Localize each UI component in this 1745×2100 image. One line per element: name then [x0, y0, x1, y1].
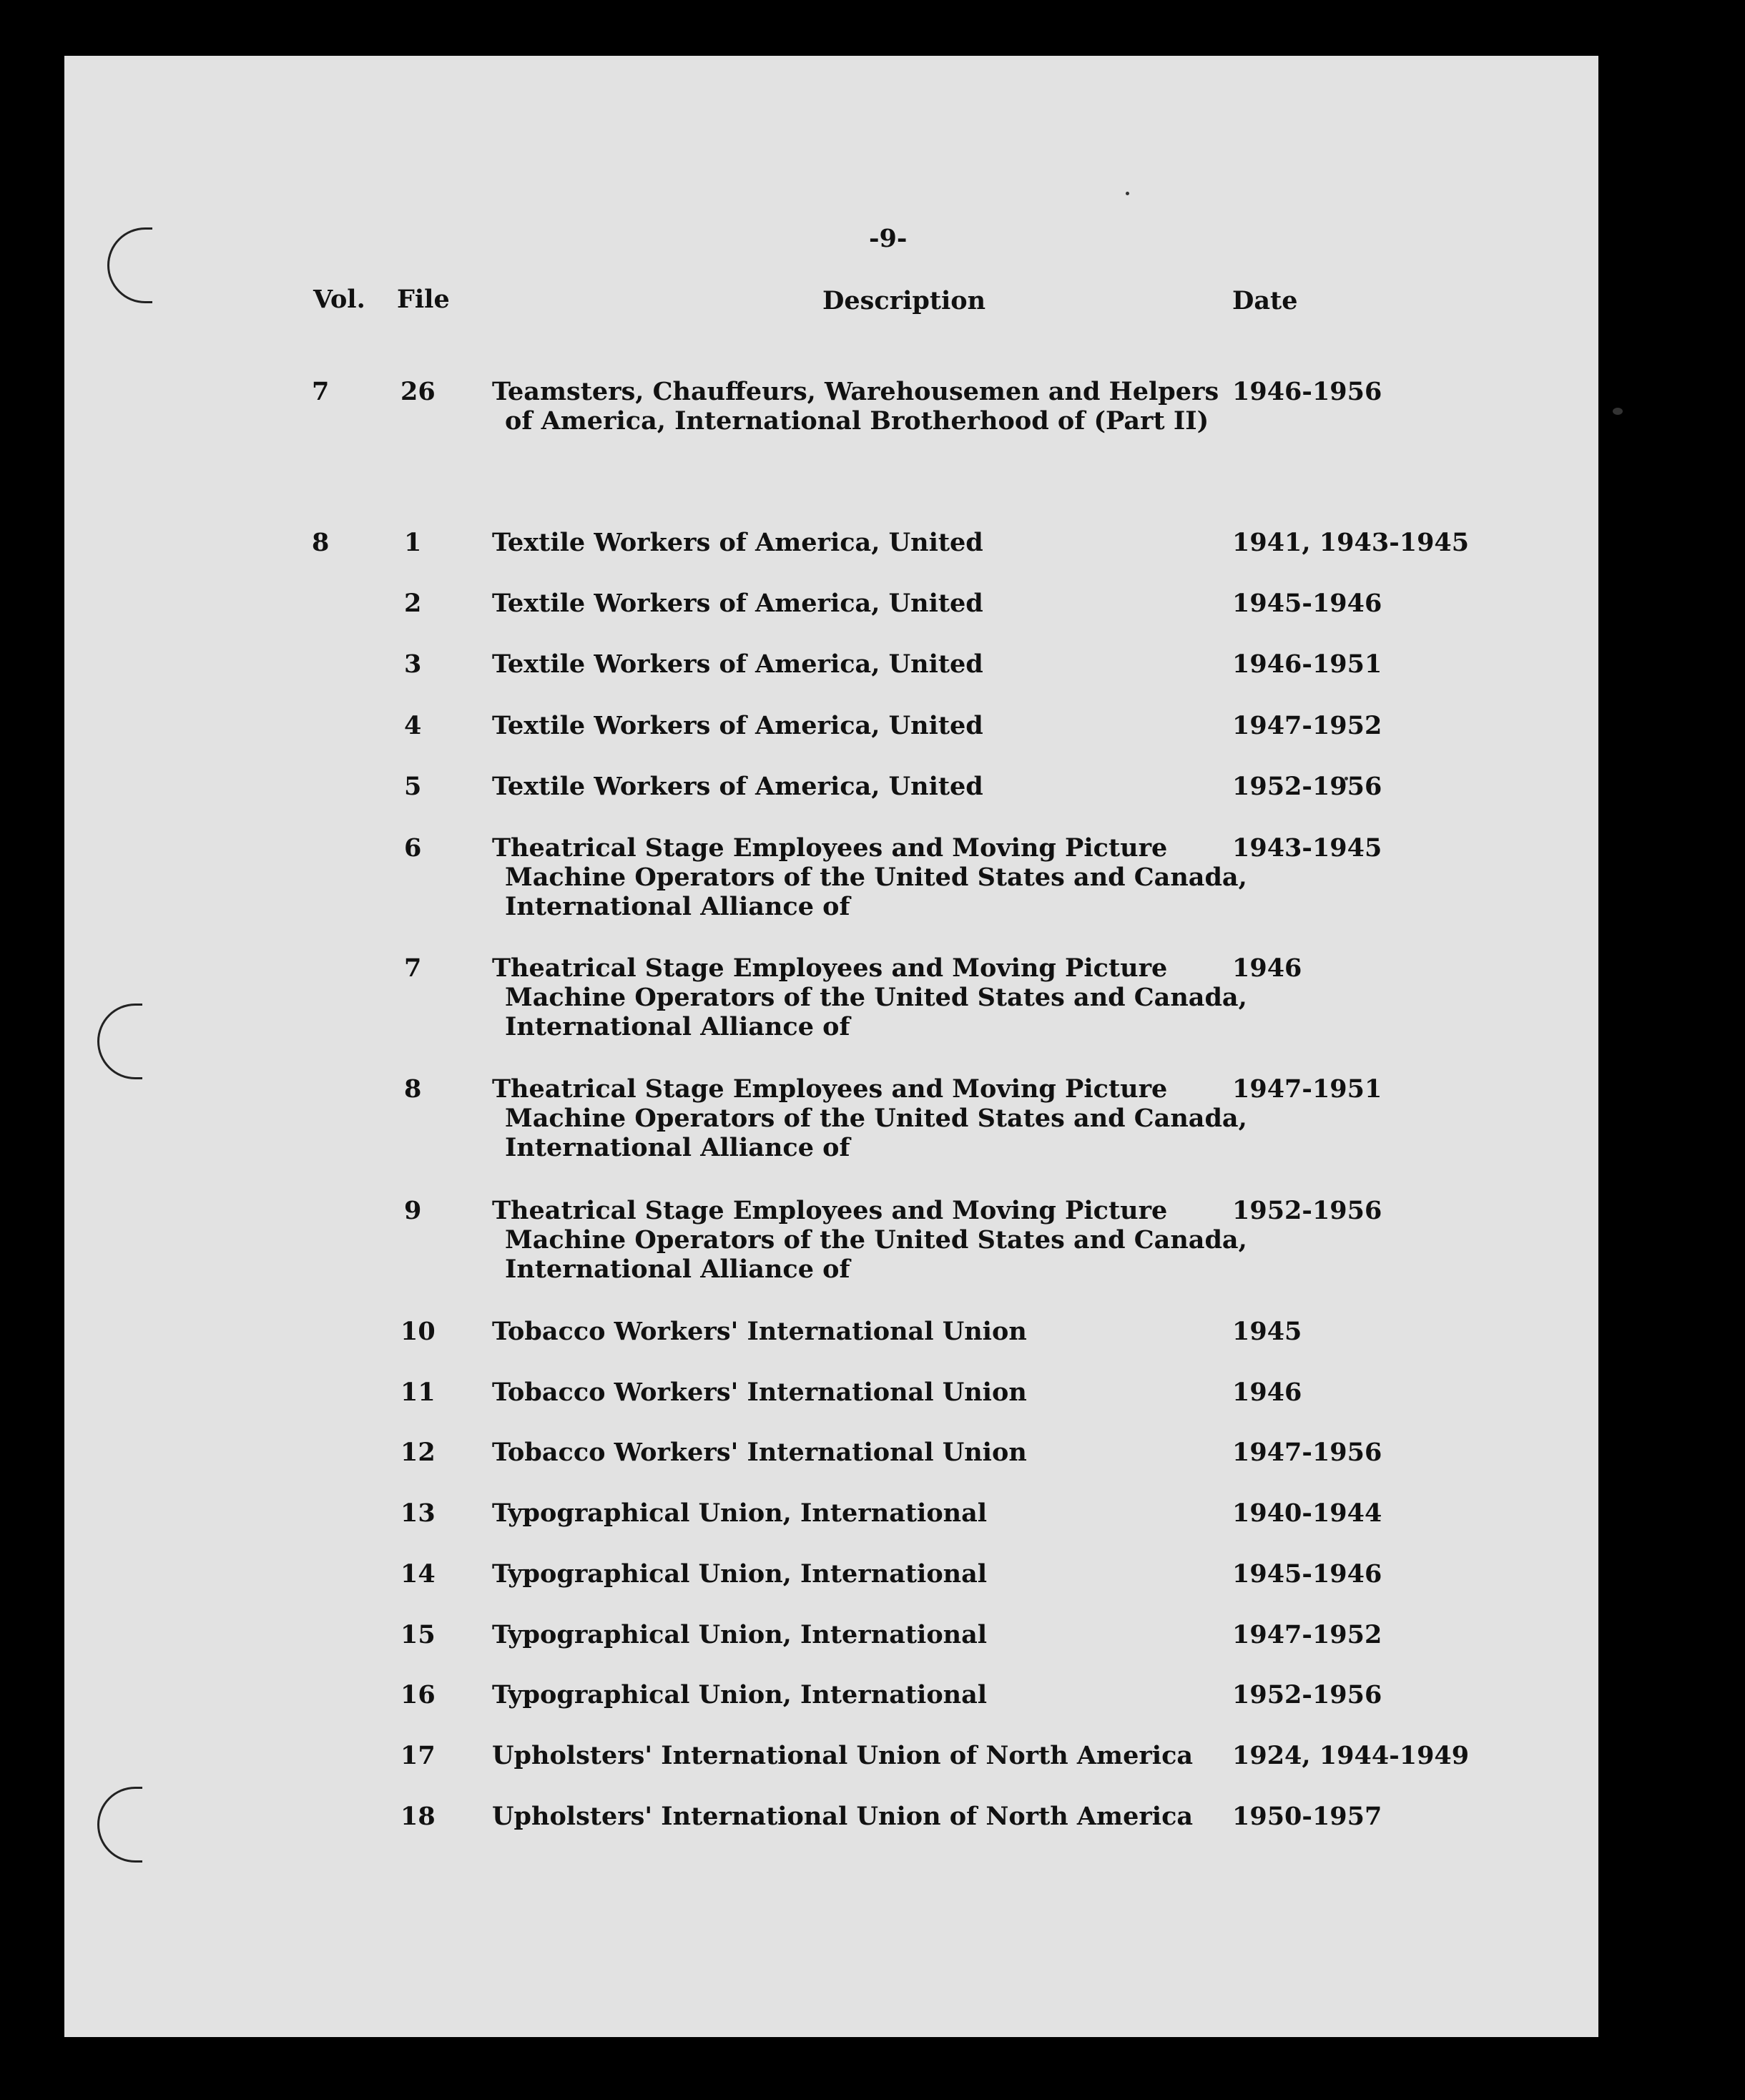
row-file: 9 — [404, 1196, 422, 1225]
row-description-line: Typographical Union, International — [492, 1559, 988, 1589]
row-description — [492, 1680, 987, 1709]
row-date: 1946-1951 — [1232, 649, 1382, 679]
binder-hole-mark — [97, 1004, 142, 1079]
row-description — [492, 589, 983, 618]
row-description — [492, 953, 1247, 1041]
row-file: 18 — [400, 1802, 436, 1831]
row-description-line: Upholsters' International Union of North America — [492, 1741, 1194, 1770]
row-description-line: Machine Operators of the United States and Canada, — [505, 863, 1247, 892]
row-description-line: Typographical Union, International — [492, 1620, 988, 1649]
page-number: -9- — [869, 224, 908, 253]
row-file: 5 — [404, 772, 422, 801]
row-description-line: Textile Workers of America, United — [492, 528, 983, 557]
row-file: 11 — [400, 1378, 436, 1407]
row-date: 1945-1946 — [1232, 589, 1382, 618]
row-description — [492, 528, 983, 557]
row-date: 1952-1956 — [1232, 1196, 1382, 1225]
row-vol: 8 — [312, 528, 330, 557]
row-description-line: Textile Workers of America, United — [492, 649, 983, 679]
row-description — [492, 1802, 1193, 1831]
row-description-line: Machine Operators of the United States and Canada, — [505, 983, 1247, 1012]
row-file: 10 — [400, 1317, 436, 1346]
row-file: 15 — [400, 1620, 436, 1649]
row-date: 1947-1952 — [1232, 1620, 1382, 1649]
row-file: 1 — [404, 528, 422, 557]
row-description — [492, 1378, 1027, 1407]
row-description-line: International Alliance of — [505, 1012, 850, 1041]
row-description-line: International Alliance of — [505, 892, 850, 921]
row-description — [492, 649, 983, 679]
row-date: 1940-1944 — [1232, 1498, 1382, 1528]
row-description-line: Theatrical Stage Employees and Moving Picture — [492, 833, 1168, 863]
row-description — [492, 1196, 1247, 1284]
binder-hole-mark — [107, 227, 152, 303]
row-date: 1950-1957 — [1232, 1802, 1382, 1831]
row-date: 1947-1951 — [1232, 1074, 1382, 1104]
row-date: 1943-1945 — [1232, 833, 1382, 863]
row-description-line: of America, International Brotherhood of (Part II) — [505, 406, 1209, 436]
scan-speck — [1613, 408, 1623, 415]
row-description — [492, 833, 1247, 921]
row-date: 1947-1956 — [1232, 1438, 1382, 1467]
row-file: 26 — [400, 377, 436, 406]
row-description-line: Upholsters' International Union of North America — [492, 1802, 1194, 1831]
row-date: 1924, 1944-1949 — [1232, 1741, 1470, 1770]
row-date: 1952-1956 — [1232, 1680, 1382, 1709]
row-description-line: Machine Operators of the United States and Canada, — [505, 1225, 1247, 1255]
row-date: 1946 — [1232, 1378, 1302, 1407]
row-description-line: Theatrical Stage Employees and Moving Picture — [492, 1074, 1168, 1104]
row-file: 6 — [404, 833, 422, 863]
row-description-line: Theatrical Stage Employees and Moving Picture — [492, 1196, 1168, 1225]
row-description — [492, 711, 983, 740]
row-file: 17 — [400, 1741, 436, 1770]
row-description — [492, 1620, 987, 1649]
row-description-line: Textile Workers of America, United — [492, 711, 983, 740]
binder-hole-mark — [97, 1787, 142, 1863]
row-description — [492, 1317, 1027, 1346]
row-description-line: Typographical Union, International — [492, 1680, 988, 1709]
row-description — [492, 1741, 1193, 1770]
row-description-line: Textile Workers of America, United — [492, 589, 983, 618]
row-date: 1946-1956 — [1232, 377, 1382, 406]
row-date: 1947-1952 — [1232, 711, 1382, 740]
row-description — [492, 772, 983, 801]
header-description: Description — [822, 286, 986, 315]
row-description — [492, 1438, 1027, 1467]
row-date: 1952-1956 — [1232, 772, 1382, 801]
row-description — [492, 377, 1219, 436]
row-description — [492, 1498, 987, 1528]
row-file: 3 — [404, 649, 422, 679]
row-file: 16 — [400, 1680, 436, 1709]
row-file: 8 — [404, 1074, 422, 1104]
row-file: 13 — [400, 1498, 436, 1528]
scan-speck — [1126, 192, 1129, 195]
header-vol: Vol. — [313, 285, 365, 314]
row-description-line: Machine Operators of the United States and Canada, — [505, 1104, 1247, 1133]
row-date: 1945-1946 — [1232, 1559, 1382, 1589]
row-description-line: Tobacco Workers' International Union — [492, 1378, 1027, 1407]
row-date: 1941, 1943-1945 — [1232, 528, 1470, 557]
row-description — [492, 1559, 987, 1589]
row-file: 14 — [400, 1559, 436, 1589]
row-description-line: Theatrical Stage Employees and Moving Picture — [492, 953, 1168, 983]
row-description-line: Typographical Union, International — [492, 1498, 988, 1528]
document-page — [64, 56, 1598, 2037]
row-file: 2 — [404, 589, 422, 618]
row-date: 1945 — [1232, 1317, 1302, 1346]
row-file: 4 — [404, 711, 422, 740]
row-date: 1946 — [1232, 953, 1302, 983]
row-description — [492, 1074, 1247, 1162]
row-file: 7 — [404, 953, 422, 983]
row-description-line: Tobacco Workers' International Union — [492, 1317, 1027, 1346]
row-description-line: International Alliance of — [505, 1133, 850, 1162]
row-description-line: Tobacco Workers' International Union — [492, 1438, 1027, 1467]
row-description-line: Teamsters, Chauffeurs, Warehousemen and Helpers — [492, 377, 1219, 406]
row-file: 12 — [400, 1438, 436, 1467]
row-vol: 7 — [312, 377, 330, 406]
header-file: File — [397, 285, 450, 314]
row-description-line: International Alliance of — [505, 1255, 850, 1284]
row-description-line: Textile Workers of America, United — [492, 772, 983, 801]
header-date: Date — [1232, 286, 1298, 315]
